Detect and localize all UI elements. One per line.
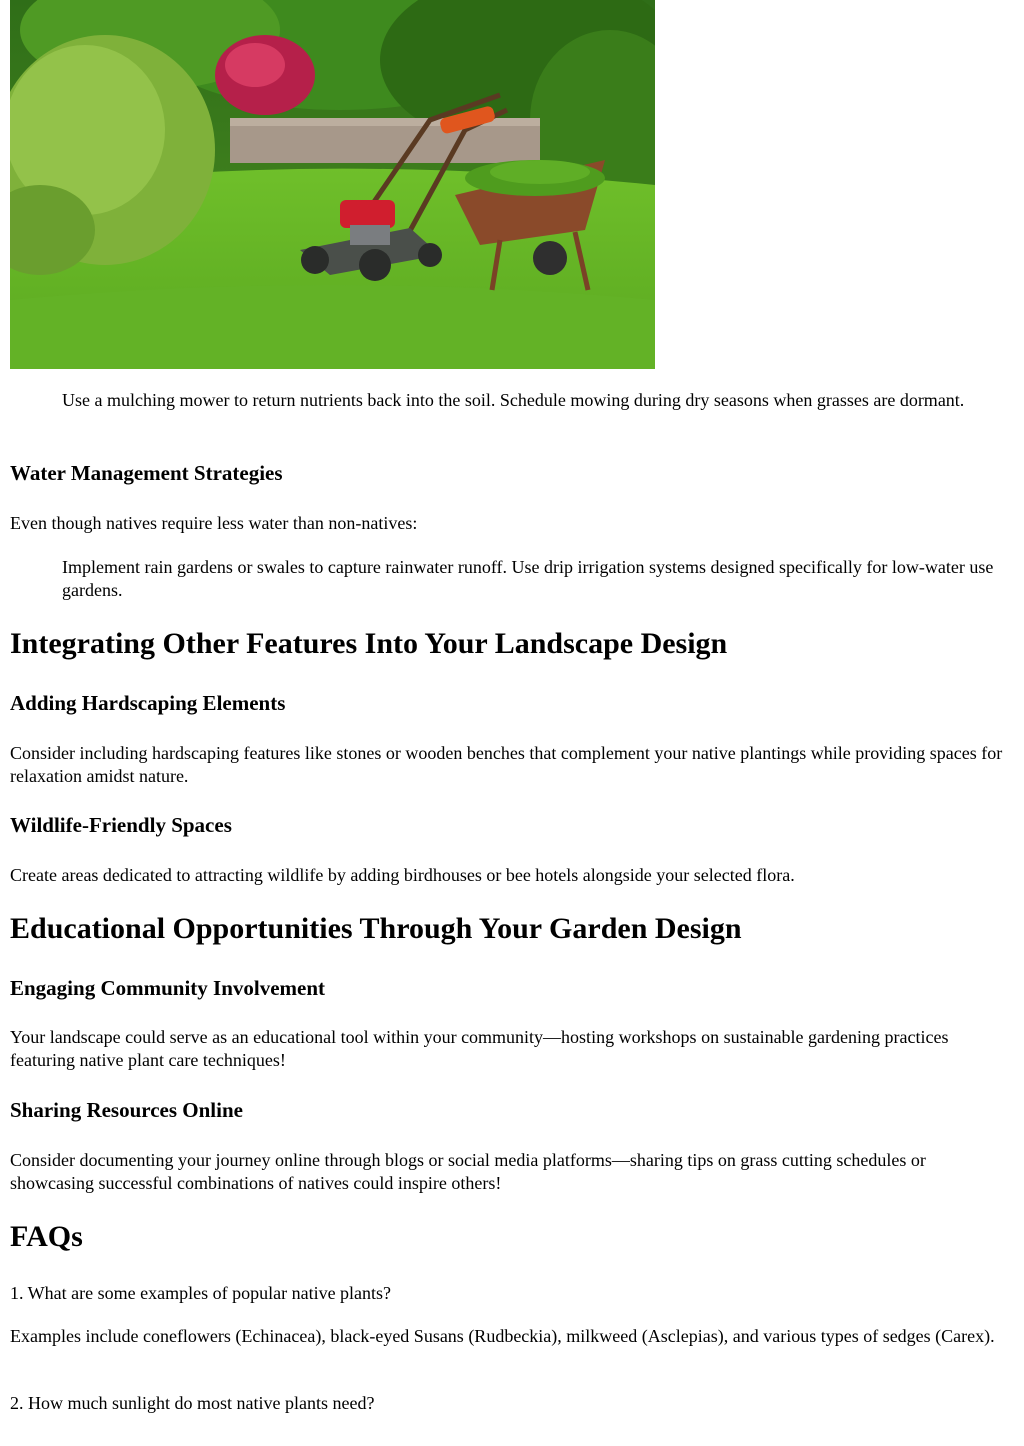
wildlife-text: Create areas dedicated to attracting wildlife by adding birdhouses or bee hotels alongside your selected flora. — [10, 865, 795, 885]
faq-answer-1: Examples include coneflowers (Echinacea), black-eyed Susans (Rudbeckia), milkweed (Asclepias), and various types of sedges (Carex). — [10, 1326, 995, 1346]
water-intro-text: Even though natives require less water than non-natives: — [10, 513, 418, 533]
sharing-text: Consider documenting your journey online through blogs or social media platforms—sharing tips on grass cutting schedules or showcasing successful combinations of natives could inspire others! — [10, 1150, 926, 1193]
faqs-heading: FAQs — [10, 1220, 83, 1253]
mowing-tip: Use a mulching mower to return nutrients back into the soil. Schedule mowing during dry seasons when grasses are dormant. — [62, 390, 965, 410]
hardscaping-text: Consider including hardscaping features like stones or wooden benches that complement your native plantings while providing spaces for relaxation amidst nature. — [10, 743, 1003, 786]
faq-question-1: 1. What are some examples of popular native plants? — [10, 1283, 392, 1303]
community-heading: Engaging Community Involvement — [10, 976, 326, 1000]
faq-question-2: 2. How much sunlight do most native plants need? — [10, 1393, 375, 1413]
lawn-mower-garden-photo — [10, 0, 655, 369]
educational-heading: Educational Opportunities Through Your Garden Design — [10, 912, 742, 945]
wildlife-heading: Wildlife-Friendly Spaces — [10, 813, 232, 837]
water-management-heading: Water Management Strategies — [10, 461, 283, 485]
hardscaping-heading: Adding Hardscaping Elements — [10, 691, 286, 715]
community-text: Your landscape could serve as an educational tool within your community—hosting workshops on sustainable gardening practices featuring native plant care techniques! — [10, 1027, 949, 1070]
sharing-heading: Sharing Resources Online — [10, 1098, 243, 1122]
water-tip: Implement rain gardens or swales to capture rainwater runoff. Use drip irrigation systems designed specifically for low-water use gardens. — [62, 557, 994, 600]
integrating-features-heading: Integrating Other Features Into Your Landscape Design — [10, 627, 728, 660]
